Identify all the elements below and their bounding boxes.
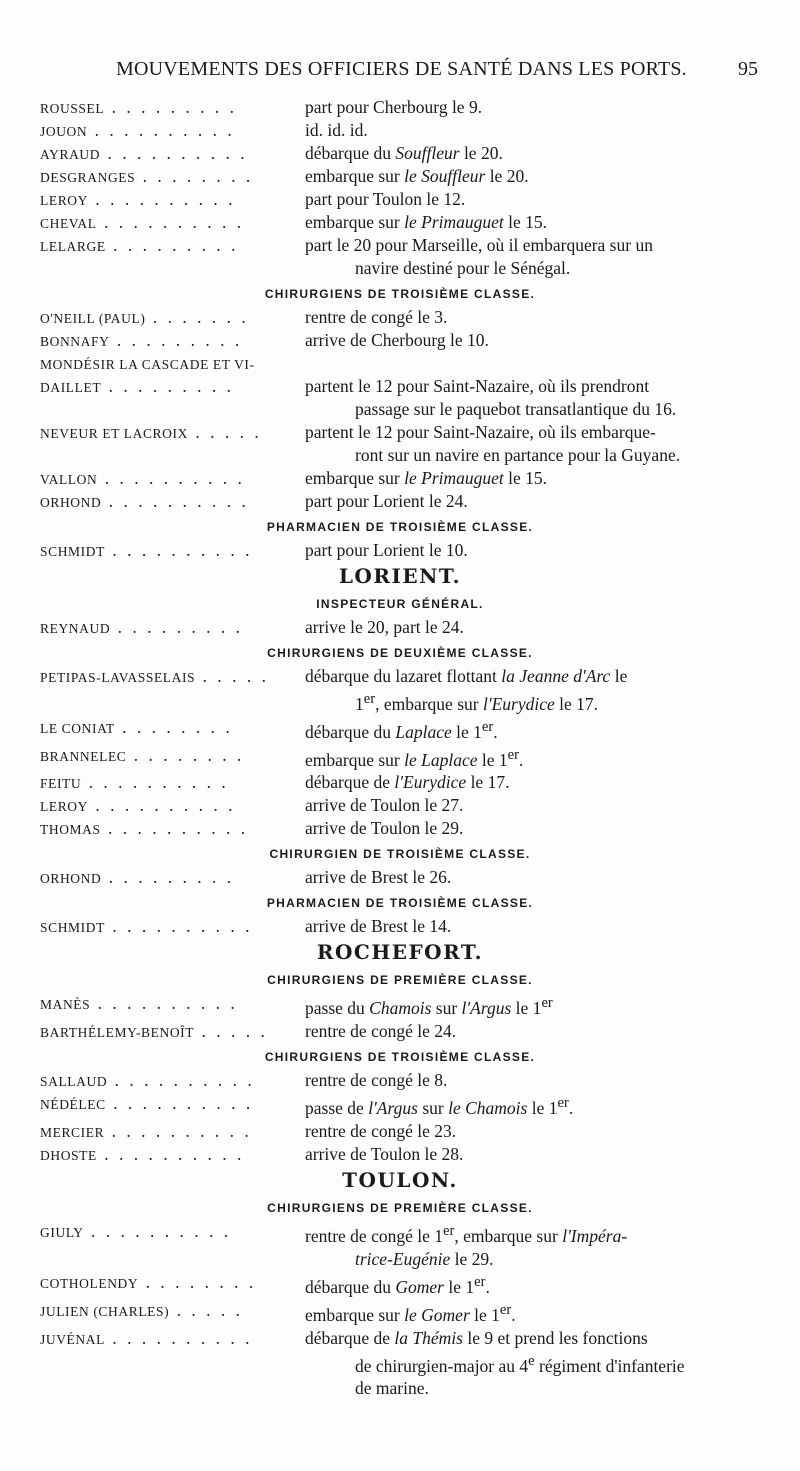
officer-name-text: NÉDÉLEC bbox=[40, 1097, 106, 1113]
movement-description-continued: de chirurgien-major au 4e régiment d'infanterie de marine. bbox=[355, 1352, 685, 1399]
section-heading: CHIRURGIENS DE PREMIÈRE CLASSE. bbox=[267, 1201, 533, 1216]
entry-row bbox=[0, 375, 800, 421]
movement-description-continued: passage sur le paquebot transatlantique du 16. bbox=[355, 399, 677, 419]
officer-name bbox=[40, 1299, 298, 1323]
officer-name bbox=[40, 1271, 298, 1295]
officer-name-text: AYRAUD bbox=[40, 147, 101, 162]
section-heading: INSPECTEUR GÉNÉRAL. bbox=[316, 597, 484, 611]
section-heading: CHIRURGIENS DE TROISIÈME CLASSE. bbox=[264, 1050, 536, 1065]
movement-description: embarque sur le Souffleur le 20. bbox=[305, 166, 529, 186]
officer-name bbox=[40, 744, 298, 768]
officer-name-text: BARTHÉLEMY-BENOÎT bbox=[40, 1025, 195, 1041]
leader-dots: . . . . . . . . . bbox=[105, 235, 239, 255]
officer-name-text: ORHOND bbox=[40, 495, 102, 510]
movement-description: embarque sur le Laplace le 1er. bbox=[305, 746, 524, 770]
officer-name-text: REYNAUD bbox=[40, 621, 111, 636]
officer-name bbox=[40, 716, 298, 740]
entry-row bbox=[0, 771, 800, 794]
leader-dots: . . . . . . . . bbox=[138, 1271, 257, 1292]
movement-description: rentre de congé le 24. bbox=[305, 1021, 457, 1042]
leader-dots: . . . . . . . . . . bbox=[104, 1121, 252, 1142]
officer-name-text: FEITU bbox=[40, 776, 82, 792]
officer-name bbox=[40, 1220, 298, 1244]
leader-dots: . . . . . . . . . bbox=[110, 617, 243, 637]
movement-description: partent le 12 pour Saint-Nazaire, où ils prendront bbox=[305, 376, 650, 396]
movement-description: arrive le 20, part le 24. bbox=[305, 617, 464, 637]
leader-dots: . . . . . bbox=[187, 422, 262, 442]
entry-row bbox=[0, 329, 800, 352]
officer-name-text: PETIPAS-LAVASSELAIS bbox=[40, 670, 196, 685]
entry-row bbox=[0, 165, 800, 188]
entry-row bbox=[0, 1271, 800, 1299]
officer-name bbox=[40, 234, 298, 258]
leader-dots: . . . . . . . . bbox=[126, 744, 245, 765]
entry-row bbox=[0, 1299, 800, 1327]
officer-name bbox=[40, 616, 298, 640]
leader-dots: . . . . . . . . . . bbox=[88, 795, 236, 816]
officer-name-text: LEROY bbox=[40, 193, 88, 208]
leader-dots: . . . . . . . . . . bbox=[83, 1221, 232, 1242]
page-number: 95 bbox=[738, 58, 758, 80]
officer-name bbox=[40, 306, 298, 330]
leader-dots: . . . . . . . . . . bbox=[104, 1327, 253, 1348]
entry-row bbox=[0, 744, 800, 772]
officer-name bbox=[40, 992, 298, 1016]
officer-name bbox=[40, 539, 298, 563]
movement-description-continued: navire destiné pour le Sénégal. bbox=[355, 258, 571, 278]
movement-description: passe du Chamois sur l'Argus le 1er bbox=[305, 995, 553, 1019]
officer-name bbox=[40, 211, 298, 235]
officer-name-text: THOMAS bbox=[40, 822, 101, 838]
leader-dots: . . . . . . . . . . bbox=[87, 120, 235, 140]
officer-name-text: MONDÉSIR LA CASCADE ET VI- bbox=[40, 357, 255, 372]
port-heading: TOULON. bbox=[342, 1168, 458, 1193]
officer-name bbox=[40, 329, 298, 353]
movement-description-continued: 1er, embarque sur l'Eurydice le 17. bbox=[355, 691, 599, 714]
movement-description: arrive de Toulon le 28. bbox=[305, 1144, 464, 1165]
officer-name-text: DESGRANGES bbox=[40, 170, 136, 185]
officer-name-text: SCHMIDT bbox=[40, 544, 105, 559]
officer-name bbox=[40, 817, 298, 841]
entry-row bbox=[0, 467, 800, 490]
officer-name bbox=[40, 915, 298, 939]
entry-row bbox=[0, 142, 800, 165]
officer-name-text: MERCIER bbox=[40, 1125, 105, 1141]
entry-row bbox=[0, 96, 800, 119]
leader-dots: . . . . . . . . . . bbox=[81, 772, 229, 793]
officer-name bbox=[40, 794, 298, 818]
officer-name-text: JUVÉNAL bbox=[40, 1331, 105, 1347]
officer-name-text: DAILLET bbox=[40, 380, 102, 395]
movement-description: arrive de Toulon le 27. bbox=[305, 795, 464, 816]
movement-description: débarque de la Thémis le 9 et prend les fonctions bbox=[305, 1327, 648, 1348]
officer-name-text: JULIEN (CHARLES) bbox=[40, 1303, 170, 1319]
entry-row bbox=[0, 234, 800, 280]
section-heading: CHIRURGIENS DE DEUXIÈME CLASSE. bbox=[267, 646, 533, 660]
officer-name bbox=[40, 771, 298, 795]
section-heading: CHIRURGIENS DE TROISIÈME CLASSE. bbox=[264, 287, 536, 301]
movement-description-continued: ront sur un navire en partance pour la Guyane. bbox=[355, 445, 681, 465]
officer-name bbox=[40, 165, 298, 189]
officer-name-text: BONNAFY bbox=[40, 334, 110, 349]
officer-name-text: NEVEUR ET LACROIX bbox=[40, 426, 188, 441]
entry-row bbox=[0, 716, 800, 744]
port-heading: ROCHEFORT. bbox=[316, 940, 484, 965]
officer-name bbox=[40, 490, 298, 514]
officer-name bbox=[40, 1020, 298, 1044]
movement-description: débarque du lazaret flottant la Jeanne d'Arc le bbox=[305, 666, 628, 686]
entry-row bbox=[0, 866, 800, 889]
leader-dots: . . . . . . . . . . bbox=[104, 916, 253, 937]
movement-description: débarque de l'Eurydice le 17. bbox=[305, 772, 510, 793]
entry-row bbox=[0, 1143, 800, 1166]
page-header bbox=[0, 58, 800, 88]
officer-name-text: O'NEILL (PAUL) bbox=[40, 311, 146, 326]
entry-row bbox=[0, 817, 800, 840]
leader-dots: . . . . . . . . . bbox=[101, 867, 235, 888]
movement-description: part pour Cherbourg le 9. bbox=[305, 97, 483, 117]
officer-name-text: DHOSTE bbox=[40, 1148, 97, 1164]
entry-row bbox=[0, 616, 800, 639]
port-heading: LORIENT. bbox=[338, 564, 462, 588]
entry-row bbox=[0, 490, 800, 513]
officer-name-text: COTHOLENDY bbox=[40, 1275, 139, 1291]
officer-name-text: MANÈS bbox=[40, 997, 91, 1013]
officer-name-text: LELARGE bbox=[40, 239, 106, 254]
leader-dots: . . . . . bbox=[169, 1299, 243, 1320]
movement-description: part le 20 pour Marseille, où il embarquera sur un bbox=[305, 235, 653, 255]
movement-description: embarque sur le Primauguet le 15. bbox=[305, 212, 548, 232]
leader-dots: . . . . . . . . . . bbox=[100, 143, 248, 163]
entry-row bbox=[0, 794, 800, 817]
leader-dots: . . . . . bbox=[195, 666, 269, 686]
officer-name-text: BRANNELEC bbox=[40, 748, 127, 764]
entry-row bbox=[0, 1069, 800, 1092]
entry-row bbox=[0, 1020, 800, 1043]
movement-description-continued: trice-Eugénie le 29. bbox=[355, 1248, 494, 1269]
leader-dots: . . . . . . . . bbox=[114, 716, 233, 737]
leader-dots: . . . . . . . . . . bbox=[90, 993, 238, 1014]
officer-name bbox=[40, 1069, 298, 1093]
movement-description: part pour Lorient le 10. bbox=[305, 540, 468, 560]
leader-dots: . . . . . . . . . . bbox=[97, 468, 245, 488]
entry-row bbox=[0, 421, 800, 467]
leader-dots: . . . . . . . . bbox=[135, 166, 254, 186]
leader-dots: . . . . . . . . . bbox=[109, 330, 243, 350]
movement-description: partent le 12 pour Saint-Nazaire, où ils embarque- bbox=[305, 422, 656, 442]
officer-name-text: ORHOND bbox=[40, 871, 102, 887]
leader-dots: . . . . . . . bbox=[145, 307, 249, 327]
movement-description: embarque sur le Gomer le 1er. bbox=[305, 1301, 516, 1325]
movement-description: rentre de congé le 23. bbox=[305, 1121, 457, 1142]
officer-name bbox=[40, 352, 298, 376]
movement-description: part pour Toulon le 12. bbox=[305, 189, 466, 209]
officer-name-text: ROUSSEL bbox=[40, 101, 105, 116]
entry-row bbox=[0, 211, 800, 234]
movements-list bbox=[0, 96, 800, 1400]
entry-row bbox=[0, 1220, 800, 1271]
officer-name bbox=[40, 142, 298, 166]
leader-dots: . . . . . . . . . . bbox=[96, 1144, 245, 1165]
leader-dots: . . . . . . . . . . bbox=[88, 189, 236, 209]
movement-description: embarque sur le Primauguet le 15. bbox=[305, 468, 548, 488]
running-title: MOUVEMENTS DES OFFICIERS DE SANTÉ DANS LES PORTS. bbox=[116, 58, 687, 80]
movement-description: débarque du Laplace le 1er. bbox=[305, 718, 498, 742]
section-heading: CHIRURGIEN DE TROISIÈME CLASSE. bbox=[269, 847, 531, 862]
leader-dots: . . . . . . . . . bbox=[101, 376, 234, 396]
movement-description: débarque du Gomer le 1er. bbox=[305, 1273, 490, 1297]
section-heading: PHARMACIEN DE TROISIÈME CLASSE. bbox=[266, 896, 534, 911]
entry-row bbox=[0, 915, 800, 938]
officer-name bbox=[40, 188, 298, 212]
officer-name bbox=[40, 96, 298, 120]
entry-row bbox=[0, 306, 800, 329]
section-heading: PHARMACIEN DE TROISIÈME CLASSE. bbox=[266, 520, 534, 534]
officer-name-text: JOUON bbox=[40, 124, 88, 139]
officer-name-text: SALLAUD bbox=[40, 1074, 108, 1090]
entry-row bbox=[0, 1092, 800, 1120]
officer-name-text: CHEVAL bbox=[40, 216, 97, 231]
movement-description: arrive de Brest le 26. bbox=[305, 867, 452, 888]
officer-name-text: LE CONIAT bbox=[40, 720, 115, 736]
movement-description: arrive de Brest le 14. bbox=[305, 916, 452, 937]
entry-row bbox=[0, 352, 800, 375]
officer-name-text: SCHMIDT bbox=[40, 920, 105, 936]
officer-name bbox=[40, 421, 298, 445]
officer-name bbox=[40, 467, 298, 491]
officer-name bbox=[40, 1092, 298, 1116]
entry-row bbox=[0, 188, 800, 211]
leader-dots: . . . . . . . . . . bbox=[100, 818, 249, 839]
officer-name-text: VALLON bbox=[40, 472, 98, 487]
officer-name bbox=[40, 1143, 298, 1167]
officer-name bbox=[40, 119, 298, 143]
movement-description: part pour Lorient le 24. bbox=[305, 491, 468, 511]
movement-description: rentre de congé le 1er, embarque sur l'Impéra- bbox=[305, 1223, 628, 1246]
entry-row bbox=[0, 665, 800, 716]
leader-dots: . . . . . . . . . bbox=[104, 97, 237, 117]
movement-description: arrive de Toulon le 29. bbox=[305, 818, 464, 839]
movement-description: passe de l'Argus sur le Chamois le 1er. bbox=[305, 1095, 574, 1119]
movement-description: débarque du Souffleur le 20. bbox=[305, 143, 503, 163]
officer-name bbox=[40, 866, 298, 890]
entry-row bbox=[0, 1120, 800, 1143]
leader-dots: . . . . . bbox=[194, 1021, 268, 1042]
officer-name bbox=[40, 665, 298, 689]
movement-description bbox=[305, 352, 765, 375]
section-heading: CHIRURGIENS DE PREMIÈRE CLASSE. bbox=[267, 973, 533, 988]
entry-row bbox=[0, 1327, 800, 1401]
leader-dots: . . . . . . . . . . bbox=[105, 1093, 254, 1114]
leader-dots: . . . . . . . . . . bbox=[96, 212, 245, 232]
entry-row bbox=[0, 119, 800, 142]
movement-description: arrive de Cherbourg le 10. bbox=[305, 330, 489, 350]
officer-name bbox=[40, 1327, 298, 1351]
movement-description: id. id. id. bbox=[305, 120, 368, 140]
officer-name bbox=[40, 1120, 298, 1144]
officer-name-text: GIULY bbox=[40, 1225, 84, 1241]
leader-dots: . . . . . . . . . . bbox=[101, 491, 249, 511]
leader-dots: . . . . . . . . . . bbox=[107, 1070, 255, 1091]
officer-name bbox=[40, 375, 298, 399]
leader-dots: . . . . . . . . . . bbox=[104, 540, 253, 560]
movement-description: rentre de congé le 3. bbox=[305, 307, 448, 327]
entry-row bbox=[0, 992, 800, 1020]
entry-row bbox=[0, 539, 800, 562]
officer-name-text: LEROY bbox=[40, 799, 88, 815]
movement-description: rentre de congé le 8. bbox=[305, 1070, 448, 1091]
